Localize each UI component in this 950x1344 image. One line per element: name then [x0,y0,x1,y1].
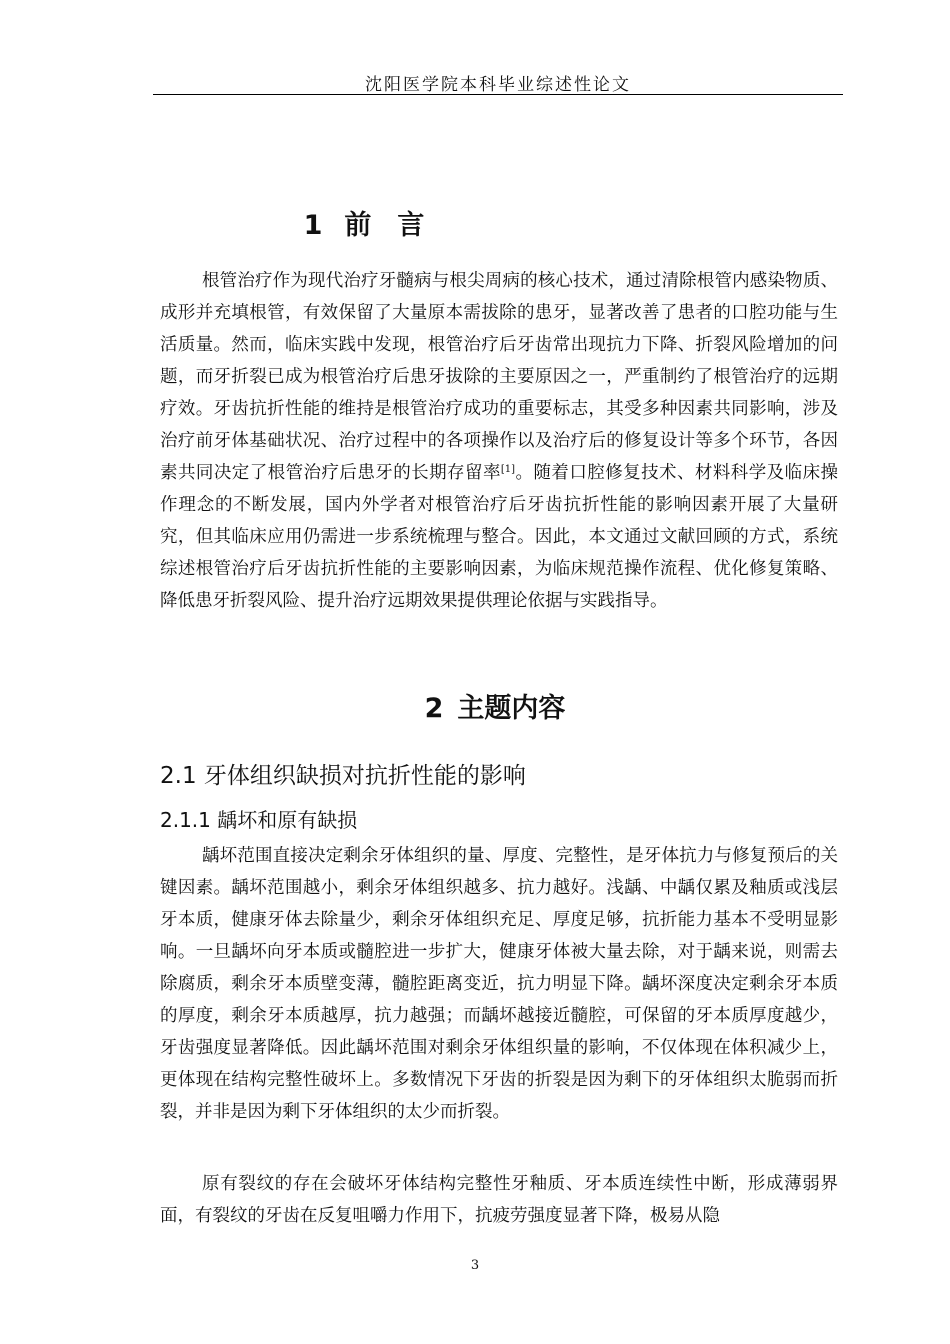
intro-text-b: 。随着口腔修复技术、材料科学及临床操作理念的不断发展，国内外学者对根管治疗后牙齿抗折性能的影响因素开展了大量研究，但其临床应用仍需进一步系统梳理与整合。因此，本文通过文献回顾的方式，系统综述根管治疗后牙齿抗折性能的主要影响因素，为临床规范操作流程、优化修复策略、降低患牙折裂风险、提升治疗远期效果提供理论依据与实践指导。 [160,463,839,611]
section-2-1-1-heading: 2.1.1 龋坏和原有缺损 [160,808,358,832]
section-2-heading [20,686,950,725]
section-2-number: 2 [424,693,444,724]
intro-paragraph [160,265,838,617]
section-1-title: 前言 [344,210,451,241]
header-rule [153,94,843,95]
running-header: 沈阳医学院本科毕业综述性论文 [365,75,631,95]
citation-1: [1] [500,464,516,475]
body-paragraph-1: 龋坏范围直接决定剩余牙体组织的量、厚度、完整性，是牙体抗力与修复预后的关键因素。龋坏范围越小，剩余牙体组织越多、抗力越好。浅龋、中龋仅累及釉质或浅层牙本质，健康牙体去除量少，剩余牙体组织充足、厚度足够，抗折能力基本不受明显影响。一旦龋坏向牙本质或髓腔进一步扩大，健康牙体被大量去除，对于龋来说，则需去除腐质，剩余牙本质壁变薄，髓腔距离变近，抗力明显下降。龋坏深度决定剩余牙本质的厚度，剩余牙本质越厚，抗力越强；而龋坏越接近髓腔，可保留的牙本质厚度越少，牙齿强度显著降低。因此龋坏范围对剩余牙体组织量的影响，不仅体现在体积减少上，更体现在结构完整性破坏上。多数情况下牙齿的折裂是因为剩下的牙体组织太脆弱而折裂，并非是因为剩下牙体组织的太少而折裂。 [160,846,838,1122]
section-2-title: 主题内容 [457,693,566,724]
section-1-number: 1 [303,210,323,241]
page-number: 3 [470,1258,480,1273]
body-paragraph-2: 原有裂纹的存在会破坏牙体结构完整性牙釉质、牙本质连续性中断，形成薄弱界面，有裂纹的牙齿在反复咀嚼力作用下，抗疲劳强度显著下降，极易从隐 [160,1174,838,1226]
section-1-heading [0,203,852,242]
intro-text-a: 根管治疗作为现代治疗牙髓病与根尖周病的核心技术，通过清除根管内感染物质、成形并充填根管，有效保留了大量原本需拔除的患牙，显著改善了患者的口腔功能与生活质量。然而，临床实践中发现，根管治疗后牙齿常出现抗力下降、折裂风险增加的问题，而牙折裂已成为根管治疗后患牙拔除的主要原因之一，严重制约了根管治疗的远期疗效。牙齿抗折性能的维持是根管治疗成功的重要标志，其受多种因素共同影响，涉及治疗前牙体基础状况、治疗过程中的各项操作以及治疗后的修复设计等多个环节，各因素共同决定了根管治疗后患牙的长期存留率 [160,271,838,483]
section-2-1-heading: 2.1 牙体组织缺损对抗折性能的影响 [160,763,526,789]
